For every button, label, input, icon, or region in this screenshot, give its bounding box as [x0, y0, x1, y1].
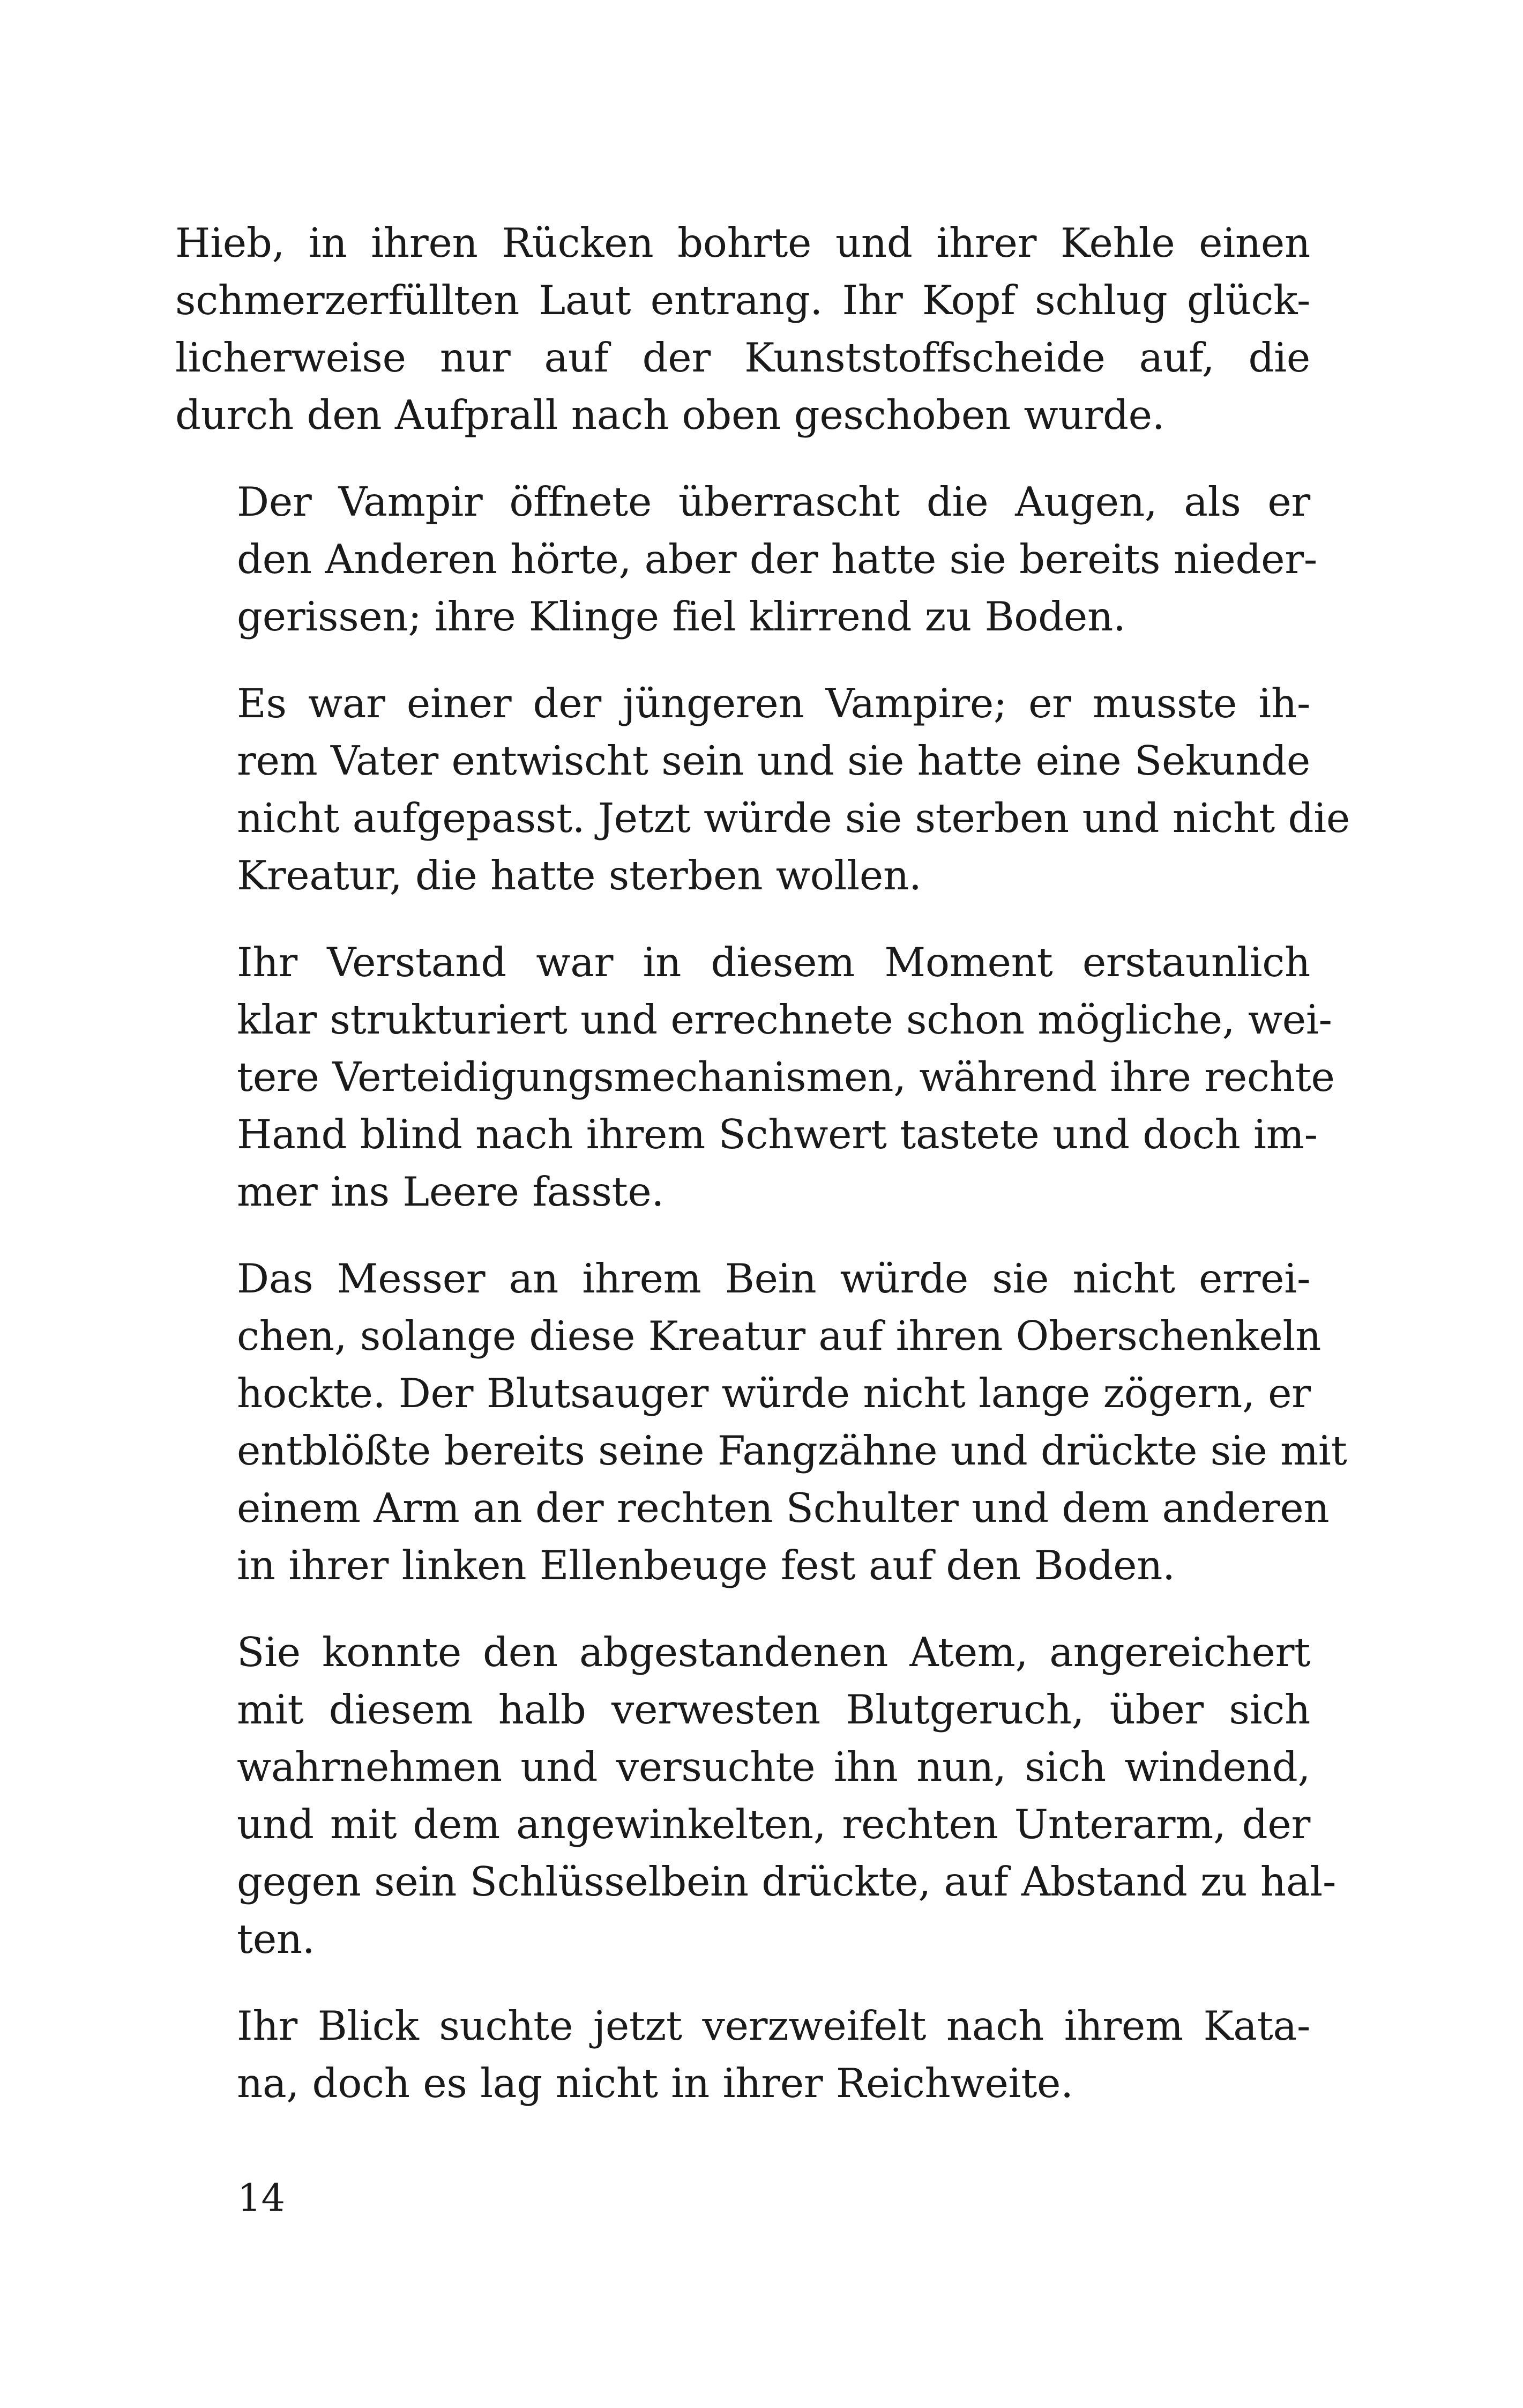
text-line: rem Vater entwischt sein und sie hatte eine Sekunde: [237, 737, 1310, 784]
text-line: hockte. Der Blutsauger würde nicht lange zögern, er: [237, 1370, 1311, 1417]
text-line: gerissen; ihre Klinge fiel klirrend zu Boden.: [237, 593, 1126, 640]
text-line: mer ins Leere fasste.: [237, 1168, 664, 1215]
text-line: einem Arm an der rechten Schulter und dem anderen: [237, 1484, 1330, 1532]
text-line: und mit dem angewinkelten, rechten Unterarm, der: [237, 1801, 1310, 1848]
text-line: klar strukturiert und errechnete schon mögliche, wei-: [237, 996, 1332, 1043]
text-line: Hieb, in ihren Rücken bohrte und ihrer Kehle einen: [175, 219, 1310, 266]
text-line: mit diesem halb verwesten Blutgeruch, über sich: [237, 1686, 1310, 1733]
text-line: ten.: [237, 1915, 315, 1963]
body-text: [175, 214, 1350, 2142]
text-line: gegen sein Schlüsselbein drückte, auf Abstand zu hal-: [237, 1858, 1337, 1905]
text-line: Ihr Verstand war in diesem Moment erstaunlich: [237, 939, 1310, 986]
text-line: entblößte bereits seine Fangzähne und drückte sie mit: [237, 1427, 1347, 1474]
text-line: Ihr Blick suchte jetzt verzweifelt nach ihrem Kata-: [237, 2002, 1310, 2049]
text-line: Hand blind nach ihrem Schwert tastete und doch im-: [237, 1111, 1318, 1158]
text-line: schmerzerfüllten Laut entrang. Ihr Kopf schlug glück-: [175, 277, 1310, 324]
paragraph: [175, 214, 1310, 444]
text-line: Der Vampir öffnete überrascht die Augen, als er: [237, 478, 1310, 525]
text-line: nicht aufgepasst. Jetzt würde sie sterben und nicht die: [237, 794, 1350, 842]
text-line: Es war einer der jüngeren Vampire; er musste ih-: [237, 680, 1310, 727]
text-line: Sie konnte den abgestandenen Atem, angereichert: [237, 1629, 1310, 1676]
text-line: Kreatur, die hatte sterben wollen.: [237, 852, 922, 899]
text-line: Das Messer an ihrem Bein würde sie nicht errei-: [237, 1255, 1310, 1302]
text-line: licherweise nur auf der Kunststoffscheide auf, die: [175, 334, 1310, 381]
paragraph: [175, 675, 1350, 904]
text-line: wahrnehmen und versuchte ihn nun, sich windend,: [237, 1743, 1310, 1790]
text-line: chen, solange diese Kreatur auf ihren Oberschenkeln: [237, 1312, 1322, 1359]
page-number: 14: [237, 2176, 286, 2220]
text-line: tere Verteidigungsmechanismen, während ihre rechte: [237, 1053, 1335, 1101]
paragraph: [175, 1624, 1337, 1968]
paragraph: [175, 1997, 1310, 2112]
paragraph: [175, 1250, 1347, 1594]
text-line: durch den Aufprall nach oben geschoben wurde.: [175, 391, 1165, 439]
text-line: den Anderen hörte, aber der hatte sie bereits nieder-: [237, 536, 1317, 583]
text-line: na, doch es lag nicht in ihrer Reichweite.: [237, 2060, 1073, 2107]
text-line: in ihrer linken Ellenbeuge fest auf den Boden.: [237, 1542, 1175, 1589]
paragraph: [175, 934, 1335, 1221]
paragraph: [175, 473, 1317, 645]
